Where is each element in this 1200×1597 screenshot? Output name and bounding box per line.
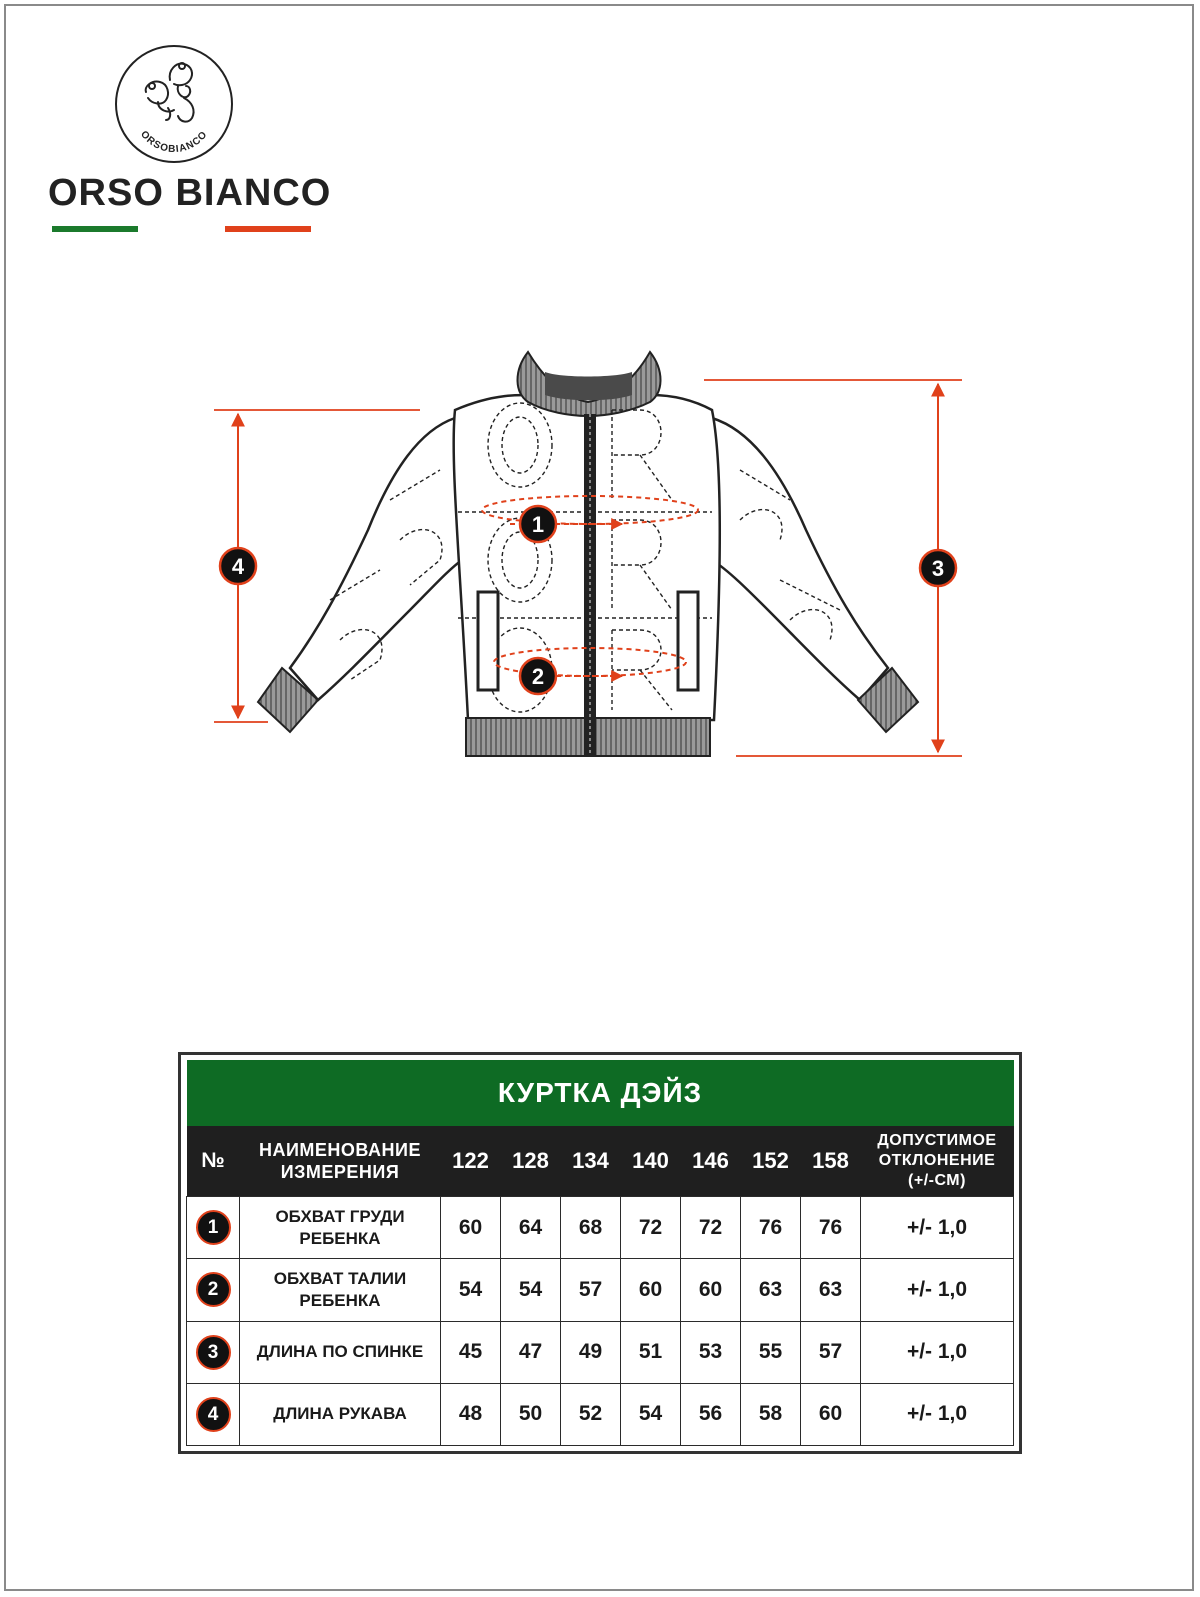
table-cell: 60	[441, 1197, 501, 1259]
table-cell: 54	[621, 1383, 681, 1445]
row-label: ДЛИНА РУКАВА	[240, 1383, 441, 1445]
marker-2	[520, 658, 556, 694]
brand-name: ORSO BIANCO	[48, 172, 332, 214]
emblem-text: ORSOBIANCO	[138, 129, 210, 156]
brand-green-stripe	[52, 226, 138, 232]
table-cell: 45	[441, 1321, 501, 1383]
header-size: 140	[621, 1126, 681, 1197]
table-cell: 47	[501, 1321, 561, 1383]
header-measurement-name: НАИМЕНОВАНИЕ ИЗМЕРЕНИЯ	[240, 1126, 441, 1197]
table-cell: 56	[681, 1383, 741, 1445]
right-sleeve	[712, 418, 888, 700]
table-cell: 57	[561, 1259, 621, 1321]
row-label: ОБХВАТ ГРУДИ РЕБЕНКА	[240, 1197, 441, 1259]
right-pocket	[678, 592, 698, 690]
row-number-badge: 1	[187, 1197, 240, 1259]
header-size: 122	[441, 1126, 501, 1197]
header-size: 128	[501, 1126, 561, 1197]
row-label: ОБХВАТ ТАЛИИ РЕБЕНКА	[240, 1259, 441, 1321]
svg-text:4: 4	[231, 554, 245, 579]
header-size: 158	[801, 1126, 861, 1197]
table-cell: 50	[501, 1383, 561, 1445]
row-number-badge: 2	[187, 1259, 240, 1321]
size-table-container	[178, 1052, 1022, 1454]
tolerance-cell: +/- 1,0	[861, 1383, 1014, 1445]
row-number-badge: 3	[187, 1321, 240, 1383]
tolerance-cell: +/- 1,0	[861, 1259, 1014, 1321]
table-cell: 76	[741, 1197, 801, 1259]
table-cell: 63	[741, 1259, 801, 1321]
table-header-row	[187, 1126, 1014, 1197]
row-number-badge: 4	[187, 1383, 240, 1445]
tolerance-cell: +/- 1,0	[861, 1321, 1014, 1383]
svg-text:ORSOBIANCO	[138, 129, 210, 155]
table-cell: 60	[621, 1259, 681, 1321]
table-cell: 48	[441, 1383, 501, 1445]
brand-emblem-logo	[112, 42, 236, 166]
table-cell: 55	[741, 1321, 801, 1383]
brand-red-stripe	[225, 226, 311, 232]
table-cell: 63	[801, 1259, 861, 1321]
svg-text:1: 1	[531, 512, 545, 537]
table-row	[187, 1321, 1014, 1383]
table-cell: 64	[501, 1197, 561, 1259]
marker-3	[920, 550, 956, 586]
table-cell: 54	[441, 1259, 501, 1321]
table-cell: 52	[561, 1383, 621, 1445]
jacket-measurement-diagram	[200, 340, 1000, 800]
left-pocket	[478, 592, 498, 690]
table-row	[187, 1259, 1014, 1321]
svg-text:2: 2	[531, 664, 545, 689]
table-row	[187, 1383, 1014, 1445]
header-tolerance: ДОПУСТИМОЕ ОТКЛОНЕНИЕ (+/-СМ)	[861, 1126, 1014, 1197]
size-table	[186, 1060, 1014, 1446]
marker-4	[220, 548, 256, 584]
svg-text:3: 3	[931, 556, 945, 581]
table-cell: 60	[801, 1383, 861, 1445]
header-size: 134	[561, 1126, 621, 1197]
header-no: №	[187, 1126, 240, 1197]
table-cell: 60	[681, 1259, 741, 1321]
table-title: КУРТКА ДЭЙЗ	[187, 1060, 1014, 1126]
table-cell: 76	[801, 1197, 861, 1259]
row-label: ДЛИНА ПО СПИНКЕ	[240, 1321, 441, 1383]
table-cell: 54	[501, 1259, 561, 1321]
header-size: 146	[681, 1126, 741, 1197]
marker-1	[520, 506, 556, 542]
table-cell: 58	[741, 1383, 801, 1445]
table-cell: 57	[801, 1321, 861, 1383]
table-cell: 49	[561, 1321, 621, 1383]
table-cell: 53	[681, 1321, 741, 1383]
table-row	[187, 1197, 1014, 1259]
tolerance-cell: +/- 1,0	[861, 1197, 1014, 1259]
table-cell: 68	[561, 1197, 621, 1259]
table-cell: 72	[621, 1197, 681, 1259]
table-cell: 72	[681, 1197, 741, 1259]
table-cell: 51	[621, 1321, 681, 1383]
left-sleeve	[290, 418, 462, 700]
header-size: 152	[741, 1126, 801, 1197]
